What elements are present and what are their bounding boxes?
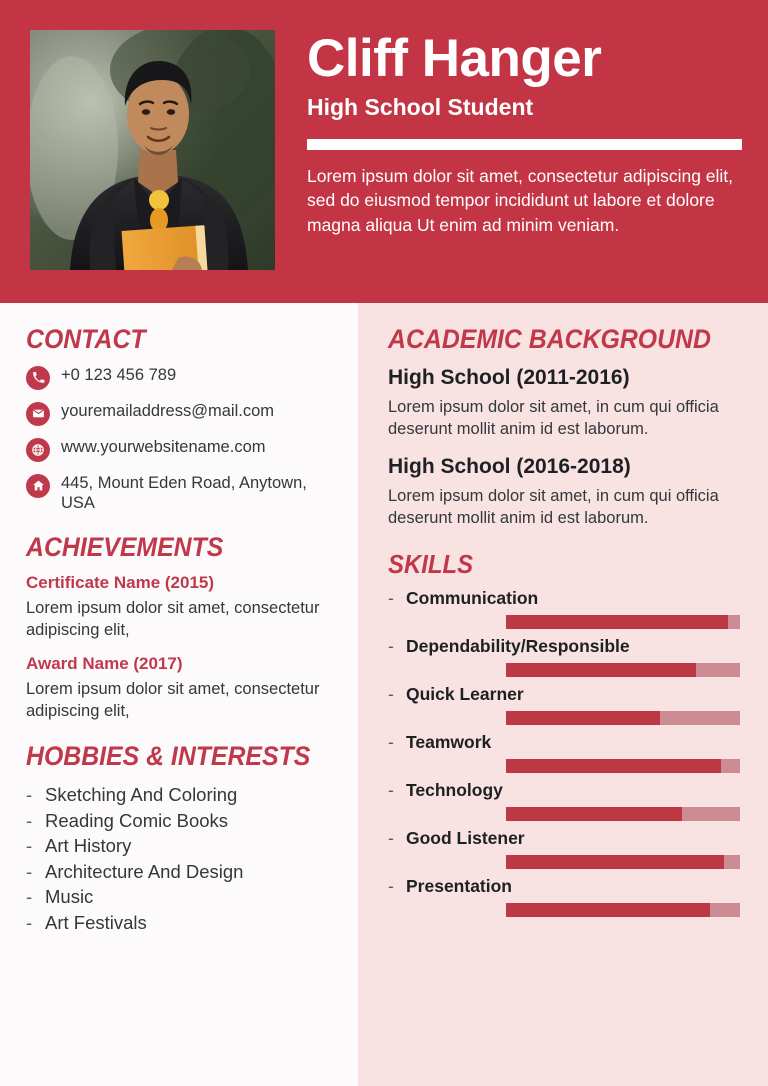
bullet-dash: - xyxy=(388,684,394,705)
achievement-item xyxy=(26,573,332,642)
skill-bar-fill xyxy=(506,615,728,629)
skill-label-line xyxy=(388,636,740,658)
achievement-description: Lorem ipsum dolor sit amet, consectetur adipiscing elit, xyxy=(26,679,320,720)
skills-section-title: SKILLS xyxy=(388,548,474,579)
resume-header xyxy=(0,0,768,303)
skill-item xyxy=(388,636,740,677)
contact-value-website: www.yourwebsitename.com xyxy=(61,437,266,456)
skill-bar-fill xyxy=(506,855,724,869)
bullet-dash: - xyxy=(26,809,33,831)
bullet-dash: - xyxy=(26,784,33,806)
skill-item xyxy=(388,828,740,869)
left-column xyxy=(0,303,358,1086)
bullet-dash: - xyxy=(388,732,394,753)
contact-section-title: CONTACT xyxy=(26,324,146,354)
bullet-dash: - xyxy=(26,835,33,857)
page-title: Cliff Hanger xyxy=(307,29,602,88)
envelope-icon xyxy=(26,402,50,426)
profile-summary: Lorem ipsum dolor sit amet, consectetur adipiscing elit, sed do eiusmod tempor incididunt ut labore et dolore magna aliqua Ut enim ad minim veniam. xyxy=(307,165,734,236)
skill-bar-track xyxy=(506,759,740,773)
skill-name: Quick Learner xyxy=(406,684,524,705)
list-item xyxy=(26,782,332,808)
hobbies-section-title: HOBBIES & INTERESTS xyxy=(26,741,311,772)
skill-label-line xyxy=(388,588,740,610)
skill-bar-track xyxy=(506,807,740,821)
skill-name: Presentation xyxy=(406,875,512,896)
contact-list xyxy=(26,365,332,513)
hobby-label: Reading Comic Books xyxy=(45,809,229,831)
contact-item-website[interactable] xyxy=(26,437,332,462)
skill-bar-track xyxy=(506,855,740,869)
hobbies-list xyxy=(26,782,332,935)
skill-label-line xyxy=(388,876,740,898)
bullet-dash: - xyxy=(388,636,394,657)
skill-bar-fill xyxy=(506,711,660,725)
education-school: High School (2016-2018) xyxy=(388,454,631,478)
bullet-dash: - xyxy=(388,588,394,609)
skill-bar-fill xyxy=(506,903,710,917)
skill-name: Good Listener xyxy=(406,827,525,848)
achievements-section-title: ACHIEVEMENTS xyxy=(26,531,224,562)
skill-bar-track xyxy=(506,615,740,629)
skill-name: Communication xyxy=(406,588,539,609)
education-description: Lorem ipsum dolor sit amet, in cum qui officia deserunt mollit anim id est laborum. xyxy=(388,486,719,528)
profile-photo xyxy=(30,30,275,270)
achievements-section xyxy=(26,533,332,723)
contact-item-address[interactable] xyxy=(26,473,332,513)
skill-name: Dependability/Responsible xyxy=(406,636,630,657)
skill-bar-track xyxy=(506,663,740,677)
skill-item xyxy=(388,684,740,725)
bullet-dash: - xyxy=(26,911,33,933)
header-text-block xyxy=(275,30,768,238)
hobby-label: Art Festivals xyxy=(45,911,147,933)
achievement-name: Certificate Name (2015) xyxy=(26,572,215,592)
bullet-dash: - xyxy=(388,779,394,800)
skill-item xyxy=(388,780,740,821)
education-description: Lorem ipsum dolor sit amet, in cum qui officia deserunt mollit anim id est laborum. xyxy=(388,397,719,439)
hobby-label: Music xyxy=(45,886,94,908)
contact-item-email[interactable] xyxy=(26,401,332,426)
bullet-dash: - xyxy=(388,875,394,896)
skill-bar-fill xyxy=(506,663,696,677)
hobby-label: Sketching And Coloring xyxy=(45,784,238,806)
achievement-description: Lorem ipsum dolor sit amet, consectetur adipiscing elit, xyxy=(26,599,320,639)
skill-bar-fill xyxy=(506,807,682,821)
bullet-dash: - xyxy=(26,886,33,908)
resume-body xyxy=(0,303,768,1086)
skill-bar-track xyxy=(506,903,740,917)
contact-value-address: 445, Mount Eden Road, Anytown, USA xyxy=(61,473,307,512)
education-item xyxy=(388,365,740,441)
job-title: High School Student xyxy=(307,94,534,121)
list-item xyxy=(26,859,332,885)
academic-section-title: ACADEMIC BACKGROUND xyxy=(388,324,711,354)
contact-value-phone: +0 123 456 789 xyxy=(61,365,177,384)
skill-label-line xyxy=(388,684,740,706)
phone-icon xyxy=(26,366,50,390)
home-icon xyxy=(26,474,50,498)
bullet-dash: - xyxy=(388,827,394,848)
skill-item xyxy=(388,588,740,629)
achievement-item xyxy=(26,654,332,723)
bullet-dash: - xyxy=(26,860,33,882)
profile-photo-image xyxy=(30,30,275,270)
header-divider xyxy=(307,139,742,150)
list-item xyxy=(26,910,332,936)
skill-name: Technology xyxy=(406,779,503,800)
skills-section xyxy=(388,550,740,917)
list-item xyxy=(26,808,332,834)
list-item xyxy=(26,833,332,859)
skill-item xyxy=(388,732,740,773)
skill-item xyxy=(388,876,740,917)
skill-label-line xyxy=(388,780,740,802)
contact-section xyxy=(26,325,332,513)
skill-label-line xyxy=(388,828,740,850)
education-item xyxy=(388,454,740,530)
globe-icon xyxy=(26,438,50,462)
list-item xyxy=(26,884,332,910)
skill-label-line xyxy=(388,732,740,754)
contact-item-phone[interactable] xyxy=(26,365,332,390)
hobby-label: Architecture And Design xyxy=(45,860,244,882)
academic-section xyxy=(388,325,740,530)
skill-name: Teamwork xyxy=(406,732,492,753)
contact-value-email: youremailaddress@mail.com xyxy=(61,401,274,420)
skill-bar-track xyxy=(506,711,740,725)
education-school: High School (2011-2016) xyxy=(388,365,630,389)
hobby-label: Art History xyxy=(45,835,132,857)
right-column xyxy=(358,303,768,1086)
hobbies-section xyxy=(26,742,332,935)
skill-bar-fill xyxy=(506,759,721,773)
achievement-name: Award Name (2017) xyxy=(26,653,183,673)
